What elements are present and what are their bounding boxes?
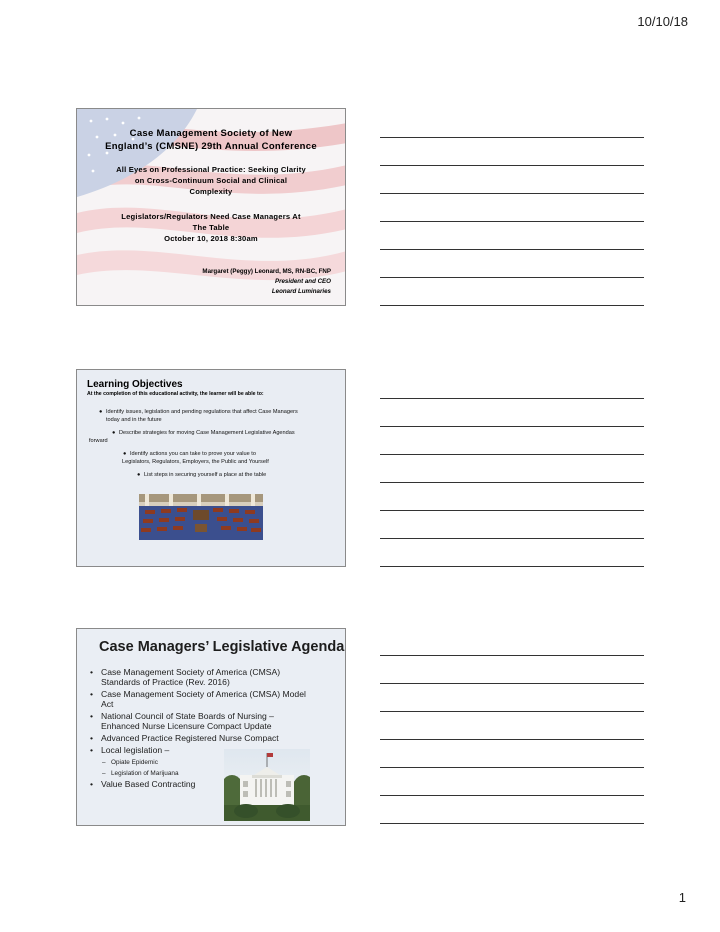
legislative-agenda-slide (76, 628, 346, 826)
page-date: 10/10/18 (637, 14, 688, 29)
author-org: Leonard Luminaries (271, 288, 331, 295)
objective-item: ● Identify issues, legislation and pending regulations that affect Case Managers today and in the future (99, 409, 298, 423)
dash-icon: – (102, 759, 106, 766)
agenda-item: • Advanced Practice Registered Nurse Compact (90, 733, 279, 743)
slide3-title: Case Managers’ Legislative Agenda (99, 639, 345, 655)
bullet-icon: ● (99, 409, 103, 415)
author-role: President and CEO (274, 278, 331, 285)
author-name: Margaret (Peggy) Leonard, MS, RN-BC, FNP (202, 268, 331, 275)
dash-icon: – (102, 770, 106, 777)
slide1-subtitle: All Eyes on Professional Practice: Seeking Clarity on Cross-Continuum Social and Clinical Complexity (116, 165, 306, 196)
bullet-icon: ● (137, 472, 141, 478)
slide1-session-title: Legislators/Regulators Need Case Managers At The Table October 10, 2018 8:30am (121, 212, 301, 243)
bullet-icon: ● (123, 451, 127, 457)
objective-item: ● List steps in securing yourself a place at the table (137, 472, 267, 478)
slide1-author-block (202, 267, 331, 297)
slide1-title: Case Management Society of New England’s (CMSNE) 29th Annual Conference (105, 128, 317, 152)
agenda-subitem: – Opiate Epidemic (102, 759, 158, 766)
objective-item: ● Describe strategies for moving Case Management Legislative Agendas forward (89, 430, 295, 444)
bullet-icon: • (90, 711, 94, 721)
bullet-icon: • (90, 745, 94, 755)
bullet-icon: ● (112, 430, 116, 436)
bullet-icon: • (90, 689, 94, 699)
page-number: 1 (678, 890, 686, 905)
objective-item: ● Identify actions you can take to prove your value to Legislators, Regulators, Employers, the Public and Yourself (122, 451, 269, 465)
bullet-icon: • (90, 779, 94, 789)
white-house-photo (224, 749, 310, 821)
bullet-icon: • (90, 667, 94, 677)
agenda-item: • Value Based Contracting (90, 779, 196, 789)
agenda-subitem: – Legislation of Marijuana (102, 770, 179, 777)
agenda-item: • Case Management Society of America (CMSA) Model Act (90, 689, 306, 709)
title-slide (76, 108, 346, 306)
agenda-item: • Local legislation – (90, 745, 170, 755)
agenda-item: • Case Management Society of America (CMSA) Standards of Practice (Rev. 2016) (90, 667, 281, 687)
bullet-icon: • (90, 733, 94, 743)
slide2-lead: At the completion of this educational activity, the learner will be able to: (87, 391, 264, 397)
senate-chamber-photo (139, 494, 263, 540)
agenda-item: • National Council of State Boards of Nursing – Enhanced Nurse Licensure Compact Update (90, 711, 274, 731)
slide2-title: Learning Objectives (87, 379, 183, 390)
learning-objectives-slide (76, 369, 346, 567)
